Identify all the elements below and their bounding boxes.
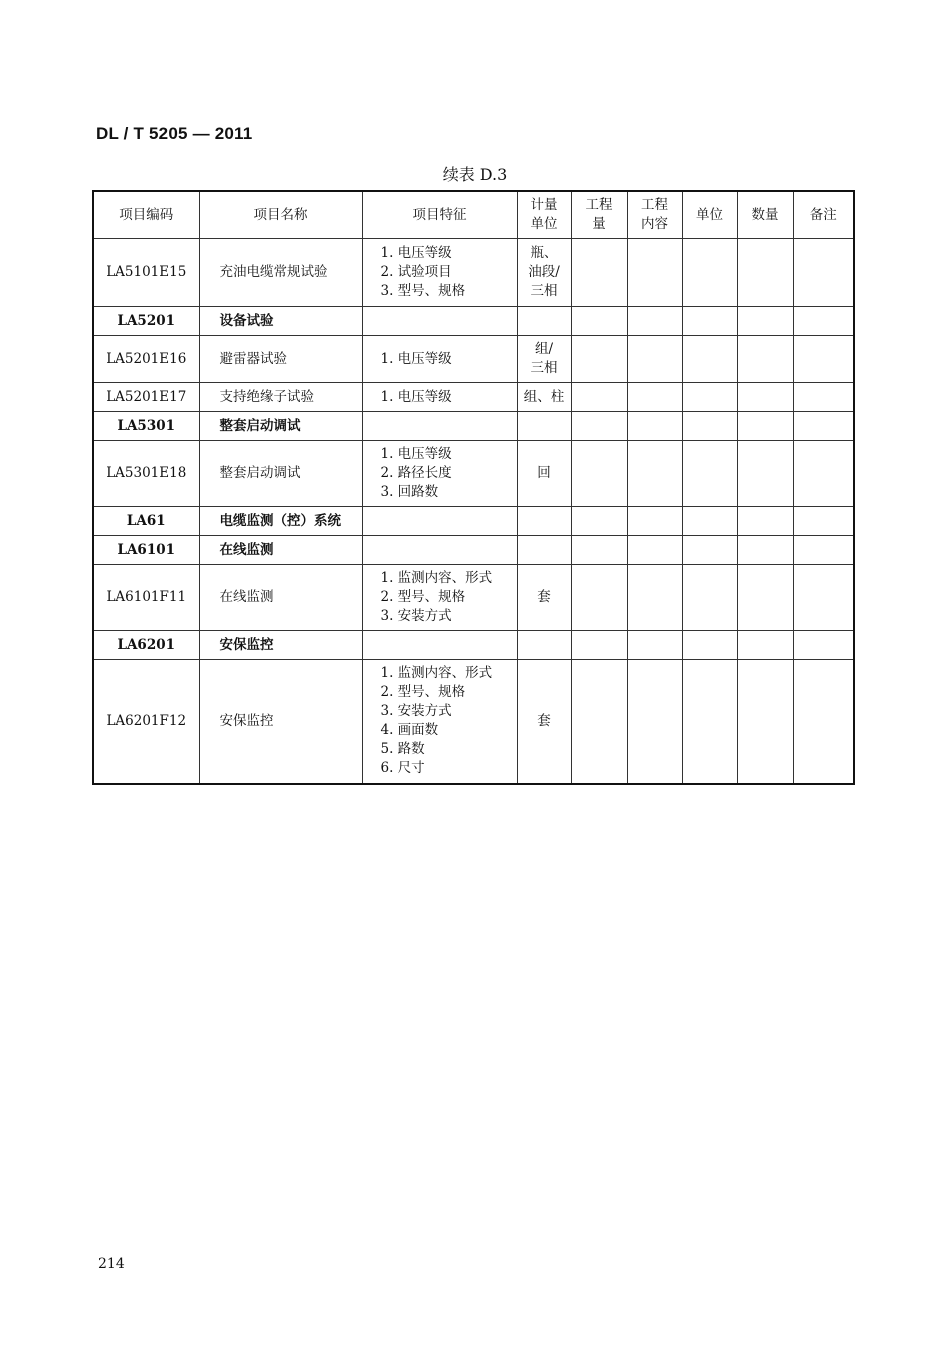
cell-empty	[682, 441, 737, 507]
header-work-content: 工程 内容	[627, 191, 682, 239]
cell-unit: 瓶、 油段/ 三相	[517, 239, 571, 307]
cell-empty	[793, 307, 854, 336]
cell-empty	[627, 441, 682, 507]
cell-empty	[627, 507, 682, 536]
cell-empty	[571, 383, 627, 412]
header-count: 数量	[737, 191, 793, 239]
cell-code: LA6101F11	[93, 565, 199, 631]
cell-empty	[737, 336, 793, 383]
cell-empty	[571, 660, 627, 784]
cell-feature: 1. 电压等级 2. 路径长度 3. 回路数	[362, 441, 517, 507]
cell-feature	[362, 412, 517, 441]
table-row-group	[93, 631, 854, 660]
cell-name: 避雷器试验	[199, 336, 362, 383]
cell-code: LA5201E16	[93, 336, 199, 383]
cell-empty	[571, 307, 627, 336]
cell-empty	[571, 336, 627, 383]
cell-feature: 1. 电压等级 2. 试验项目 3. 型号、规格	[362, 239, 517, 307]
cell-empty	[737, 307, 793, 336]
specification-table	[92, 190, 855, 785]
page-number: 214	[98, 1256, 125, 1272]
cell-unit	[517, 631, 571, 660]
cell-unit	[517, 307, 571, 336]
cell-unit	[517, 536, 571, 565]
cell-code: LA5301E18	[93, 441, 199, 507]
cell-feature: 1. 监测内容、形式 2. 型号、规格 3. 安装方式 4. 画面数 5. 路数 6. 尺寸	[362, 660, 517, 784]
cell-name: 安保监控	[199, 660, 362, 784]
cell-empty	[737, 507, 793, 536]
cell-empty	[571, 565, 627, 631]
cell-name: 在线监测	[199, 536, 362, 565]
cell-empty	[793, 565, 854, 631]
cell-code: LA6101	[93, 536, 199, 565]
cell-empty	[793, 631, 854, 660]
cell-code: LA5201E17	[93, 383, 199, 412]
table-header-row	[93, 191, 854, 239]
table-row-group	[93, 536, 854, 565]
header-code: 项目编码	[93, 191, 199, 239]
table-row	[93, 239, 854, 307]
cell-empty	[682, 660, 737, 784]
cell-code: LA5301	[93, 412, 199, 441]
header-measure-unit: 计量 单位	[517, 191, 571, 239]
cell-feature	[362, 631, 517, 660]
cell-feature	[362, 507, 517, 536]
cell-empty	[737, 660, 793, 784]
cell-feature: 1. 监测内容、形式 2. 型号、规格 3. 安装方式	[362, 565, 517, 631]
cell-unit: 套	[517, 565, 571, 631]
header-quantity-amount: 工程 量	[571, 191, 627, 239]
table-row	[93, 441, 854, 507]
document-code: DL / T 5205 — 2011	[96, 124, 253, 143]
cell-empty	[737, 631, 793, 660]
header-name: 项目名称	[199, 191, 362, 239]
cell-unit	[517, 507, 571, 536]
cell-empty	[627, 660, 682, 784]
table-row	[93, 383, 854, 412]
cell-empty	[737, 383, 793, 412]
header-feature: 项目特征	[362, 191, 517, 239]
cell-empty	[793, 507, 854, 536]
cell-unit	[517, 412, 571, 441]
cell-empty	[793, 412, 854, 441]
cell-code: LA6201F12	[93, 660, 199, 784]
cell-code: LA6201	[93, 631, 199, 660]
cell-empty	[571, 631, 627, 660]
cell-empty	[793, 239, 854, 307]
cell-empty	[627, 307, 682, 336]
cell-name: 安保监控	[199, 631, 362, 660]
cell-empty	[737, 441, 793, 507]
cell-empty	[627, 239, 682, 307]
cell-empty	[682, 239, 737, 307]
cell-unit: 组/ 三相	[517, 336, 571, 383]
cell-empty	[571, 412, 627, 441]
cell-empty	[627, 565, 682, 631]
cell-empty	[682, 336, 737, 383]
cell-empty	[571, 239, 627, 307]
cell-code: LA5101E15	[93, 239, 199, 307]
table-row	[93, 336, 854, 383]
cell-unit: 套	[517, 660, 571, 784]
header-unit: 单位	[682, 191, 737, 239]
cell-empty	[737, 536, 793, 565]
cell-empty	[793, 336, 854, 383]
cell-empty	[682, 565, 737, 631]
cell-empty	[737, 239, 793, 307]
cell-code: LA61	[93, 507, 199, 536]
cell-empty	[627, 631, 682, 660]
cell-empty	[571, 441, 627, 507]
cell-feature: 1. 电压等级	[362, 383, 517, 412]
cell-name: 在线监测	[199, 565, 362, 631]
cell-name: 充油电缆常规试验	[199, 239, 362, 307]
cell-feature: 1. 电压等级	[362, 336, 517, 383]
cell-empty	[793, 441, 854, 507]
cell-empty	[627, 383, 682, 412]
cell-empty	[627, 412, 682, 441]
cell-empty	[571, 536, 627, 565]
table-row-group	[93, 412, 854, 441]
cell-empty	[793, 536, 854, 565]
cell-empty	[737, 565, 793, 631]
cell-empty	[793, 383, 854, 412]
cell-empty	[571, 507, 627, 536]
cell-code: LA5201	[93, 307, 199, 336]
cell-empty	[682, 307, 737, 336]
table-row-group	[93, 307, 854, 336]
cell-empty	[682, 536, 737, 565]
cell-unit: 组、柱	[517, 383, 571, 412]
table-row-group	[93, 507, 854, 536]
header-remarks: 备注	[793, 191, 854, 239]
cell-empty	[682, 383, 737, 412]
cell-name: 整套启动调试	[199, 412, 362, 441]
cell-empty	[627, 536, 682, 565]
cell-empty	[682, 412, 737, 441]
cell-feature	[362, 536, 517, 565]
cell-name: 设备试验	[199, 307, 362, 336]
cell-empty	[627, 336, 682, 383]
cell-name: 整套启动调试	[199, 441, 362, 507]
table-row	[93, 660, 854, 784]
cell-empty	[737, 412, 793, 441]
cell-unit: 回	[517, 441, 571, 507]
cell-empty	[682, 631, 737, 660]
cell-name: 支持绝缘子试验	[199, 383, 362, 412]
table-caption: 续表 D.3	[442, 165, 508, 184]
cell-name: 电缆监测（控）系统	[199, 507, 362, 536]
cell-empty	[682, 507, 737, 536]
cell-empty	[793, 660, 854, 784]
table-row	[93, 565, 854, 631]
cell-feature	[362, 307, 517, 336]
